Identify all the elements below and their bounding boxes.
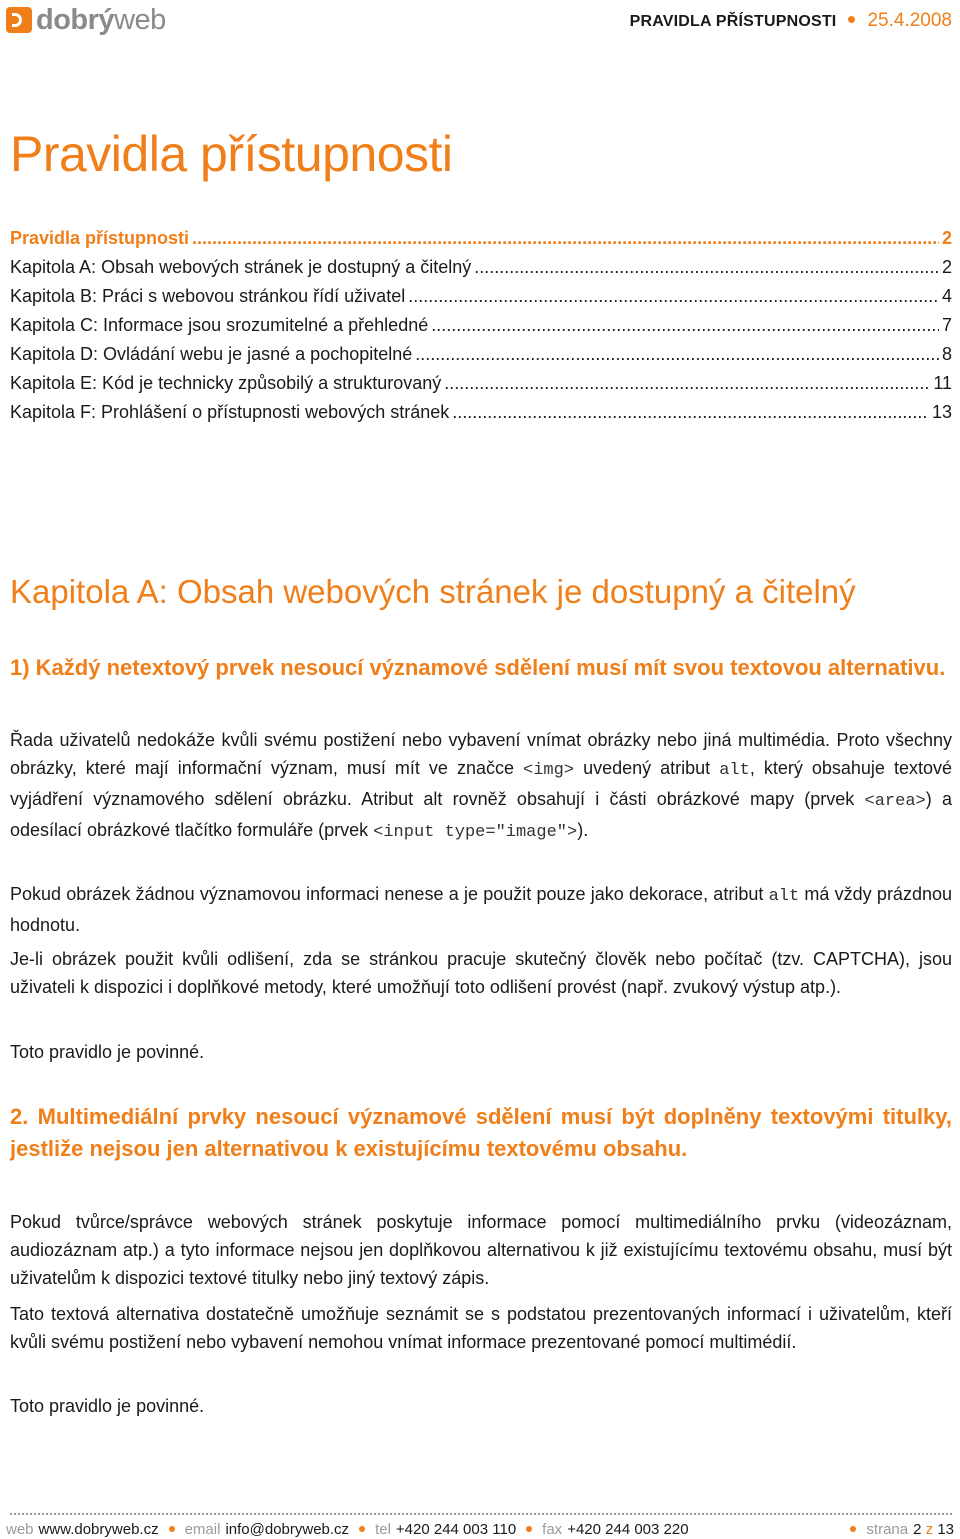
page-footer [6,1520,954,1538]
toc-item[interactable]: Kapitola E: Kód je technicky způsobilý a strukturovaný ..... 11 [10,373,952,402]
footer-tel-label: tel [375,1520,391,1538]
footer-divider [10,1513,952,1515]
toc-item[interactable]: Kapitola A: Obsah webových stránek je dostupný a čitelný ..... 2 [10,257,952,286]
bullet-icon [848,16,855,23]
footer-fax-label: fax [542,1520,563,1538]
rule-2-paragraph-3: Toto pravidlo je povinné. [10,1396,205,1416]
document-title: PRAVIDLA PŘÍSTUPNOSTI [629,13,837,30]
table-of-contents [10,228,952,431]
bullet-icon [169,1526,175,1532]
toc-item[interactable]: Pravidla přístupnosti ..... 2 [10,228,952,257]
bullet-icon [526,1526,532,1532]
code-input-image: <input type="image"> [373,823,578,842]
footer-web-label: web [6,1520,34,1538]
bullet-icon [359,1526,365,1532]
rule-1-paragraph-4: Toto pravidlo je povinné. [10,1042,205,1062]
logo-text: dobrýweb [36,4,166,36]
footer-page-label: strana [866,1520,909,1538]
rule-1-paragraph-1: Řada uživatelů nedokáže kvůli svému postižení nebo vybavení vnímat obrázky nebo jiná multimédia. Proto všechny obrázky, které mají informační význam, musí mít ve značce <img> uvedený atribut alt, který obsahuje textové vyjádření významového sdělení obrázku. Atribut alt rovněž obsahují i části obrázkové mapy (prvek <area>) a odesílací obrázkové tlačítko formuláře (prvek <input type="image">). [10,730,952,842]
footer-tel-value: +420 244 003 110 [395,1520,517,1538]
toc-item[interactable]: Kapitola F: Prohlášení o přístupnosti webových stránek ..... 13 [10,402,952,431]
footer-page-current: 2 [913,1520,922,1538]
rule-1-paragraph-2: Pokud obrázek žádnou významovou informaci nenese a je použit pouze jako dekorace, atribut alt má vždy prázdnou hodnotu. [10,884,952,935]
footer-web-link[interactable]: www.dobryweb.cz [38,1520,159,1538]
footer-fax-value: +420 244 003 220 [567,1520,689,1538]
toc-item[interactable]: Kapitola D: Ovládání webu je jasné a pochopitelné ..... 8 [10,344,952,373]
document-date: 25.4.2008 [867,10,952,31]
header-meta [630,10,952,32]
page-header [0,0,960,48]
toc-item[interactable]: Kapitola C: Informace jsou srozumitelné a přehledné ..... 7 [10,315,952,344]
rule-2-paragraph-2: Tato textová alternativa dostatečně umožňuje seznámit se s podstatou prezentovaných informací i uživatelům, kteří kvůli svému postižení nebo vybavení nemohou vnímat informace prezentované pomocí multimédií. [10,1304,952,1352]
footer-page-sep: z [925,1520,934,1538]
code-img: <img> [523,761,575,780]
footer-email-label: email [184,1520,221,1538]
code-alt: alt [768,887,800,906]
rule-1-paragraph-3: Je-li obrázek použit kvůli odlišení, zda se stránkou pracuje skutečný člověk nebo počítač (tzv. CAPTCHA), jsou uživateli k dispozici i doplňkové metody, které umožňují toto odlišení provést (např. zvukový výstup atp.). [10,949,952,997]
rule-1-heading: 1) Každý netextový prvek nesoucí významové sdělení musí mít svou textovou alternativu. [10,655,946,680]
code-area: <area> [864,792,926,811]
code-alt: alt [719,761,750,780]
bullet-icon [850,1526,856,1532]
rule-2-heading: 2. Multimediální prvky nesoucí významové sdělení musí být doplněny textovými titulky, jestliže nejsou jen alternativou k existujícímu textovému obsahu. [10,1104,952,1161]
page-title: Pravidla přístupnosti [10,126,453,182]
rule-2-paragraph-1: Pokud tvůrce/správce webových stránek poskytuje informace pomocí multimediálního prvku (videozáznam, audiozáznam atp.) a tyto informace nejsou jen doplňkovou alternativou k již existujícímu textovému obsahu, musí být uživatelům k dispozici textové titulky nebo jiný textový zápis. [10,1212,952,1288]
chapter-a-heading: Kapitola A: Obsah webových stránek je dostupný a čitelný [10,573,856,610]
footer-page-total: 13 [937,1520,954,1538]
dobryweb-logo[interactable] [6,3,166,37]
footer-email-link[interactable]: info@dobryweb.cz [225,1520,350,1538]
logo-icon [6,7,32,33]
toc-item[interactable]: Kapitola B: Práci s webovou stránkou řídí uživatel ..... 4 [10,286,952,315]
